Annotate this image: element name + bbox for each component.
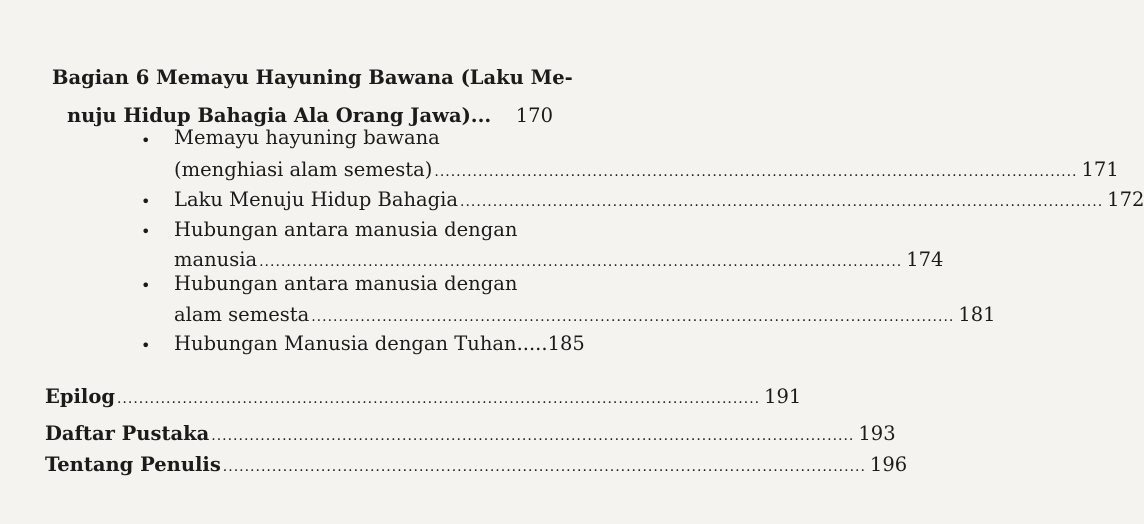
toc-item-1-text-2: (menghiasi alam semesta) (174, 158, 433, 181)
toc-item-3-text: Hubungan antara manusia dengan (174, 218, 518, 241)
toc-tentang-penulis (45, 453, 908, 479)
toc-epilog-label: Epilog (45, 385, 115, 408)
toc-item-4-line-2 (174, 303, 996, 329)
leader-dots: ...................................................................................................................... (311, 309, 955, 325)
leader-dots: ...................................................................................................................... (434, 164, 1078, 180)
toc-item-1-line-2 (174, 158, 1119, 184)
toc-item-2-line-1 (174, 188, 1144, 214)
chapter-page-number: 170 (515, 104, 553, 127)
toc-item-1-line-1 (174, 126, 554, 150)
bullet-icon: • (141, 336, 151, 355)
toc-item-3-line-2 (174, 248, 944, 274)
toc-item-5-line-1 (174, 332, 585, 356)
toc-item-3-line-1 (174, 218, 554, 242)
toc-tentang-penulis-page: 196 (869, 453, 908, 476)
toc-item-4-line-1 (174, 272, 554, 296)
toc-daftar-pustaka-page: 193 (858, 422, 896, 445)
toc-epilog-page: 191 (764, 385, 802, 408)
toc-item-4-page: 181 (958, 303, 996, 326)
leader-dots: ...................................................................................................................... (460, 194, 1104, 210)
toc-item-3-text-2: manusia (174, 248, 258, 271)
toc-item-5-text: Hubungan Manusia dengan Tuhan..... (174, 332, 548, 355)
toc-item-3-page: 174 (906, 248, 944, 271)
chapter-title-text-1: Bagian 6 Memayu Hayuning Bawana (Laku Me- (52, 66, 573, 89)
leader-dots: ...................................................................................................................... (259, 254, 903, 270)
toc-item-4-text: Hubungan antara manusia dengan (174, 272, 518, 295)
chapter-title-line-2 (67, 104, 553, 128)
toc-epilog (45, 385, 802, 411)
toc-item-1-text: Memayu hayuning bawana (174, 126, 440, 149)
bullet-icon: • (141, 192, 151, 211)
bullet-icon: • (141, 276, 151, 295)
toc-tentang-penulis-label: Tentang Penulis (45, 453, 221, 476)
toc-item-4-text-2: alam semesta (174, 303, 310, 326)
toc-daftar-pustaka-label: Daftar Pustaka (45, 422, 210, 445)
chapter-title-text-2: nuju Hidup Bahagia Ala Orang Jawa)... (67, 104, 492, 127)
toc-item-1-page: 171 (1081, 158, 1119, 181)
bullet-icon: • (141, 222, 151, 241)
chapter-title-line-1 (52, 66, 573, 90)
leader-dots: ...................................................................................................................... (116, 391, 761, 407)
toc-item-5-page: 185 (547, 332, 585, 355)
leader-dots: ...................................................................................................................... (211, 428, 855, 444)
bullet-icon: • (141, 131, 151, 150)
toc-item-2-text: Laku Menuju Hidup Bahagia (174, 188, 459, 211)
leader-dots: ...................................................................................................................... (222, 459, 866, 475)
toc-item-2-page: 172 (1107, 188, 1144, 211)
toc-daftar-pustaka (45, 422, 896, 448)
